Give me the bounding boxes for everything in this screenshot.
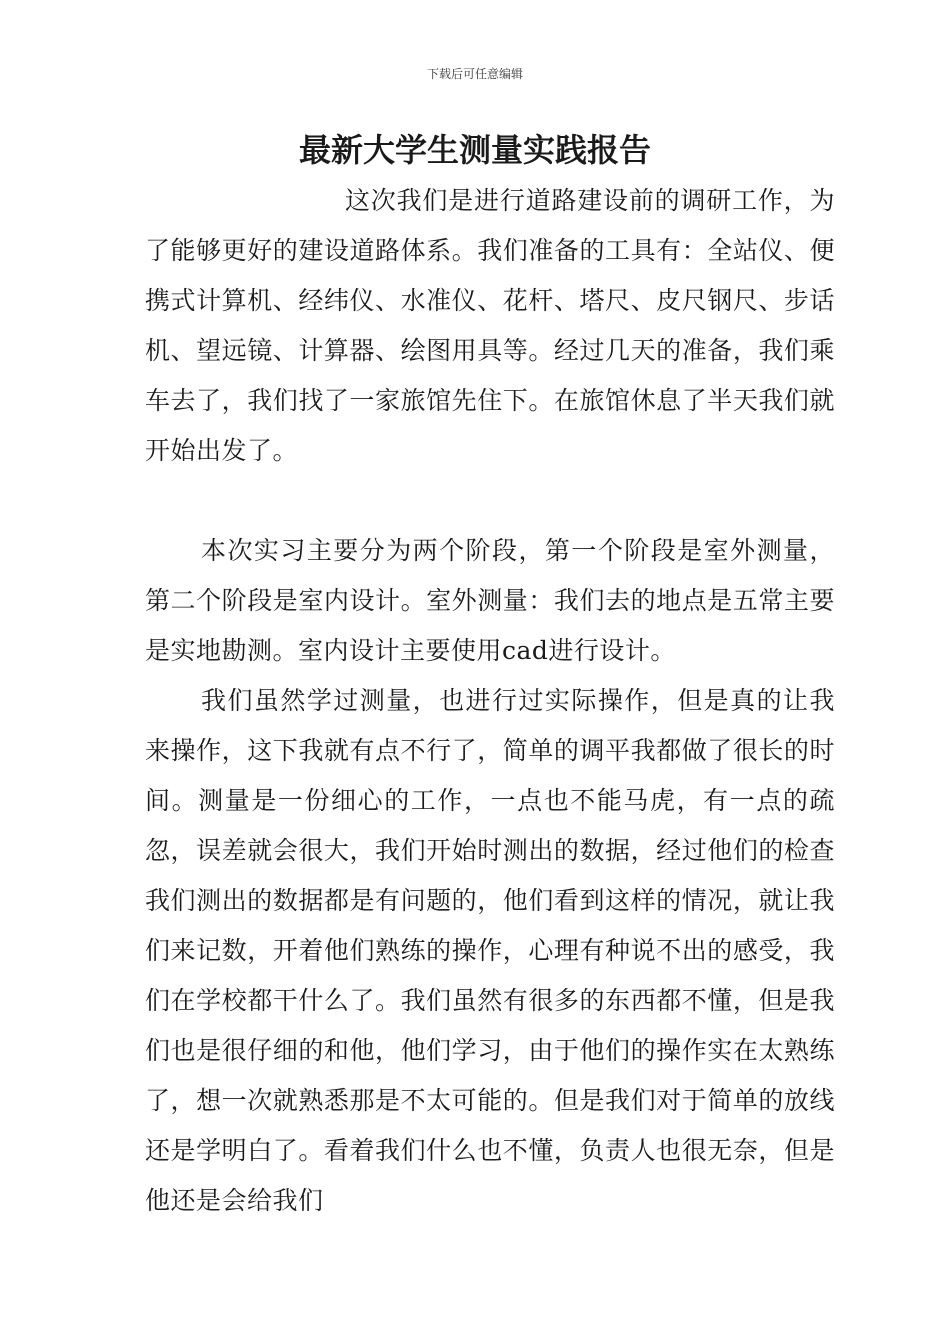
document-body <box>145 176 835 1226</box>
paragraph-3: 我们虽然学过测量，也进行过实际操作，但是真的让我来操作，这下我就有点不行了，简单的调平我都做了很长的时间。测量是一份细心的工作，一点也不能马虎，有一点的疏忽，误差就会很大，我们开始时测出的数据，经过他们的检查我们测出的数据都是有问题的，他们看到这样的情况，就让我们来记数，开着他们熟练的操作，心理有种说不出的感受，我们在学校都干什么了。我们虽然有很多的东西都不懂，但是我们也是很仔细的和他，他们学习，由于他们的操作实在太熟练了，想一次就熟悉那是不太可能的。但是我们对于简单的放线还是学明白了。看着我们什么也不懂，负责人也很无奈，但是他还是会给我们 <box>145 686 835 1215</box>
paragraph-2: 本次实习主要分为两个阶段，第一个阶段是室外测量，第二个阶段是室内设计。室外测量：我们去的地点是五常主要是实地勘测。室内设计主要使用cad进行设计。 <box>145 536 835 665</box>
paragraph-1: 这次我们是进行道路建设前的调研工作，为了能够更好的建设道路体系。我们准备的工具有：全站仪、便携式计算机、经纬仪、水准仪、花杆、塔尺、皮尺钢尺、步话机、望远镜、计算器、绘图用具等。经过几天的准备，我们乘车去了，我们找了一家旅馆先住下。在旅馆休息了半天我们就开始出发了。 <box>145 186 835 465</box>
document-title: 最新大学生测量实践报告 <box>298 131 651 169</box>
paragraph-gap <box>145 476 835 526</box>
header-note: 下载后可任意编辑 <box>426 67 523 81</box>
